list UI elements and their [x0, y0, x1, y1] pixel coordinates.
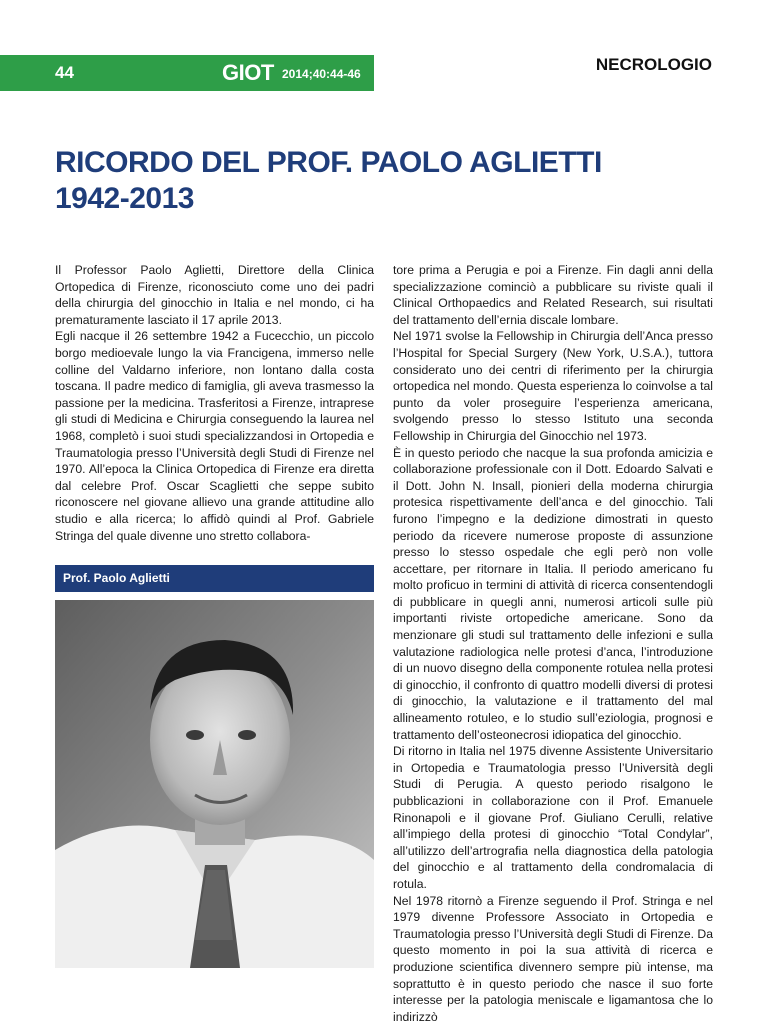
portrait-illustration: [55, 600, 374, 968]
header-bar: [0, 55, 374, 91]
paragraph: tore prima a Perugia e poi a Firenze. Fin dagli anni della specializzazione cominciò a pubblicare su riviste quali il Clinical Orthopaedics and Related Research, sui risultati del trattamento dell’ernia discale lombare.: [393, 263, 713, 327]
paragraph: Egli nacque il 26 settembre 1942 a Fucecchio, un piccolo borgo medioevale lungo la via Francigena, immerso nelle colline del Valdarno inferiore, non lontano dalla costa toscana. Il padre medico di famiglia, gli aveva trasmesso la passione per la medicina. Trasferitosi a Firenze, intraprese gli studi di Medicina e Chirurgia conseguendo la laurea nel 1968, completò i suoi studi specializzandosi in Ortopedia e Traumatologia presso l’Università degli Studi di Firenze nel 1970. All’epoca la Clinica Ortopedica di Firenze era diretta dal celebre Prof. Oscar Scaglietti che seppe subito riconoscere nel giovane allievo una grande attitudine allo studio e alla ricerca; lo affidò quindi al Prof. Gabriele Stringa del quale divenne uno stretto collabora-: [55, 329, 374, 543]
photo-caption-text: Prof. Paolo Aglietti: [63, 571, 170, 585]
photo-caption: [55, 565, 374, 592]
section-label: NECROLOGIO: [595, 55, 712, 74]
paragraph: Il Professor Paolo Aglietti, Direttore della Clinica Ortopedica di Firenze, riconosciuto come uno dei padri della chirurgia del ginocchio in Italia e nel mondo, ci ha prematuramente lasciato il 17 aprile 2013.: [55, 263, 374, 327]
article-title: [55, 145, 715, 217]
right-column: [393, 262, 713, 1025]
paragraph: Di ritorno in Italia nel 1975 divenne Assistente Universitario in Ortopedia e Traumatologia presso l’Università degli Studi di Perugia. A questo periodo risalgono le pubblicazioni in collaborazione con il Prof. Emanuele Rinonapoli e il giovane Prof. Giuliano Cerulli, relative all’impiego della protesi di ginocchio “Total Condylar”, all’utilizzo dell’artrografia nella diagnostica della patologia del ginocchio e al trattamento della condromalacia di rotula.: [393, 744, 713, 891]
article-title-line2: 1942-2013: [55, 182, 194, 215]
journal-name: GIOT: [222, 60, 274, 85]
paragraph: Nel 1978 ritornò a Firenze seguendo il Prof. Stringa e nel 1979 divenne Professore Associato in Ortopedia e Traumatologia presso l’Università degli Studi di Firenze. Da questo momento in poi la sua attività di ricerca e produzione scientifica divennero sempre più intense, ma soprattutto è in questo periodo che nasce il suo forte interesse per la patologia meniscale e ligamantosa che lo indirizzò: [393, 893, 713, 1024]
left-column: [55, 262, 374, 544]
page-number: 44: [55, 63, 74, 82]
portrait-photo: [55, 600, 374, 968]
article-title-line1: RICORDO DEL PROF. PAOLO AGLIETTI: [55, 146, 602, 179]
paragraph: Nel 1971 svolse la Fellowship in Chirurgia dell’Anca presso l’Hospital for Special Surgery (New York, U.S.A.), tuttora considerato uno dei centri di riferimento per la chirurgia ortopedica nel mondo. Questa esperienza lo coinvolse a tal punto da voler proseguire l’esperienza americana, svolgendo presso lo stesso Istituto una seconda Fellowship in Chirurgia del Ginocchio nel 1973.: [393, 329, 713, 443]
paragraph: È in questo periodo che nacque la sua profonda amicizia e collaborazione professionale con il Dott. Edoardo Salvati e il Dott. John N. Insall, pionieri della moderna chirurgia protesica rispettivamente dell’anca e del ginocchio. Tali furono l’impegno e la dedizione dimostrati in questo periodo da ricevere numerose proposte di assunzione presso lo stesso ospedale che egli però non volle accettare, per ritornare in Italia. Il periodo americano fu molto proficuo in termini di attività di ricerca consentendogli di pubblicare in quegli anni, numerosi articoli sulle più importanti riviste ortopediche americane. Sono da menzionare gli studi sul trattamento delle infezioni e sulla valutazione radiologica nelle protesi d’anca, l’introduzione di un nuovo disegno della componente rotulea nella protesi di ginocchio, il confronto di quattro modelli diversi di protesi di ginocchio, la valutazione e il trattamento del mal allineamento rotuleo, e lo studio sull’eziologia, prognosi e trattamento dell’osteonecrosi idiopatica del ginocchio.: [393, 445, 713, 742]
journal-citation: 2014;40:44-46: [282, 67, 361, 81]
